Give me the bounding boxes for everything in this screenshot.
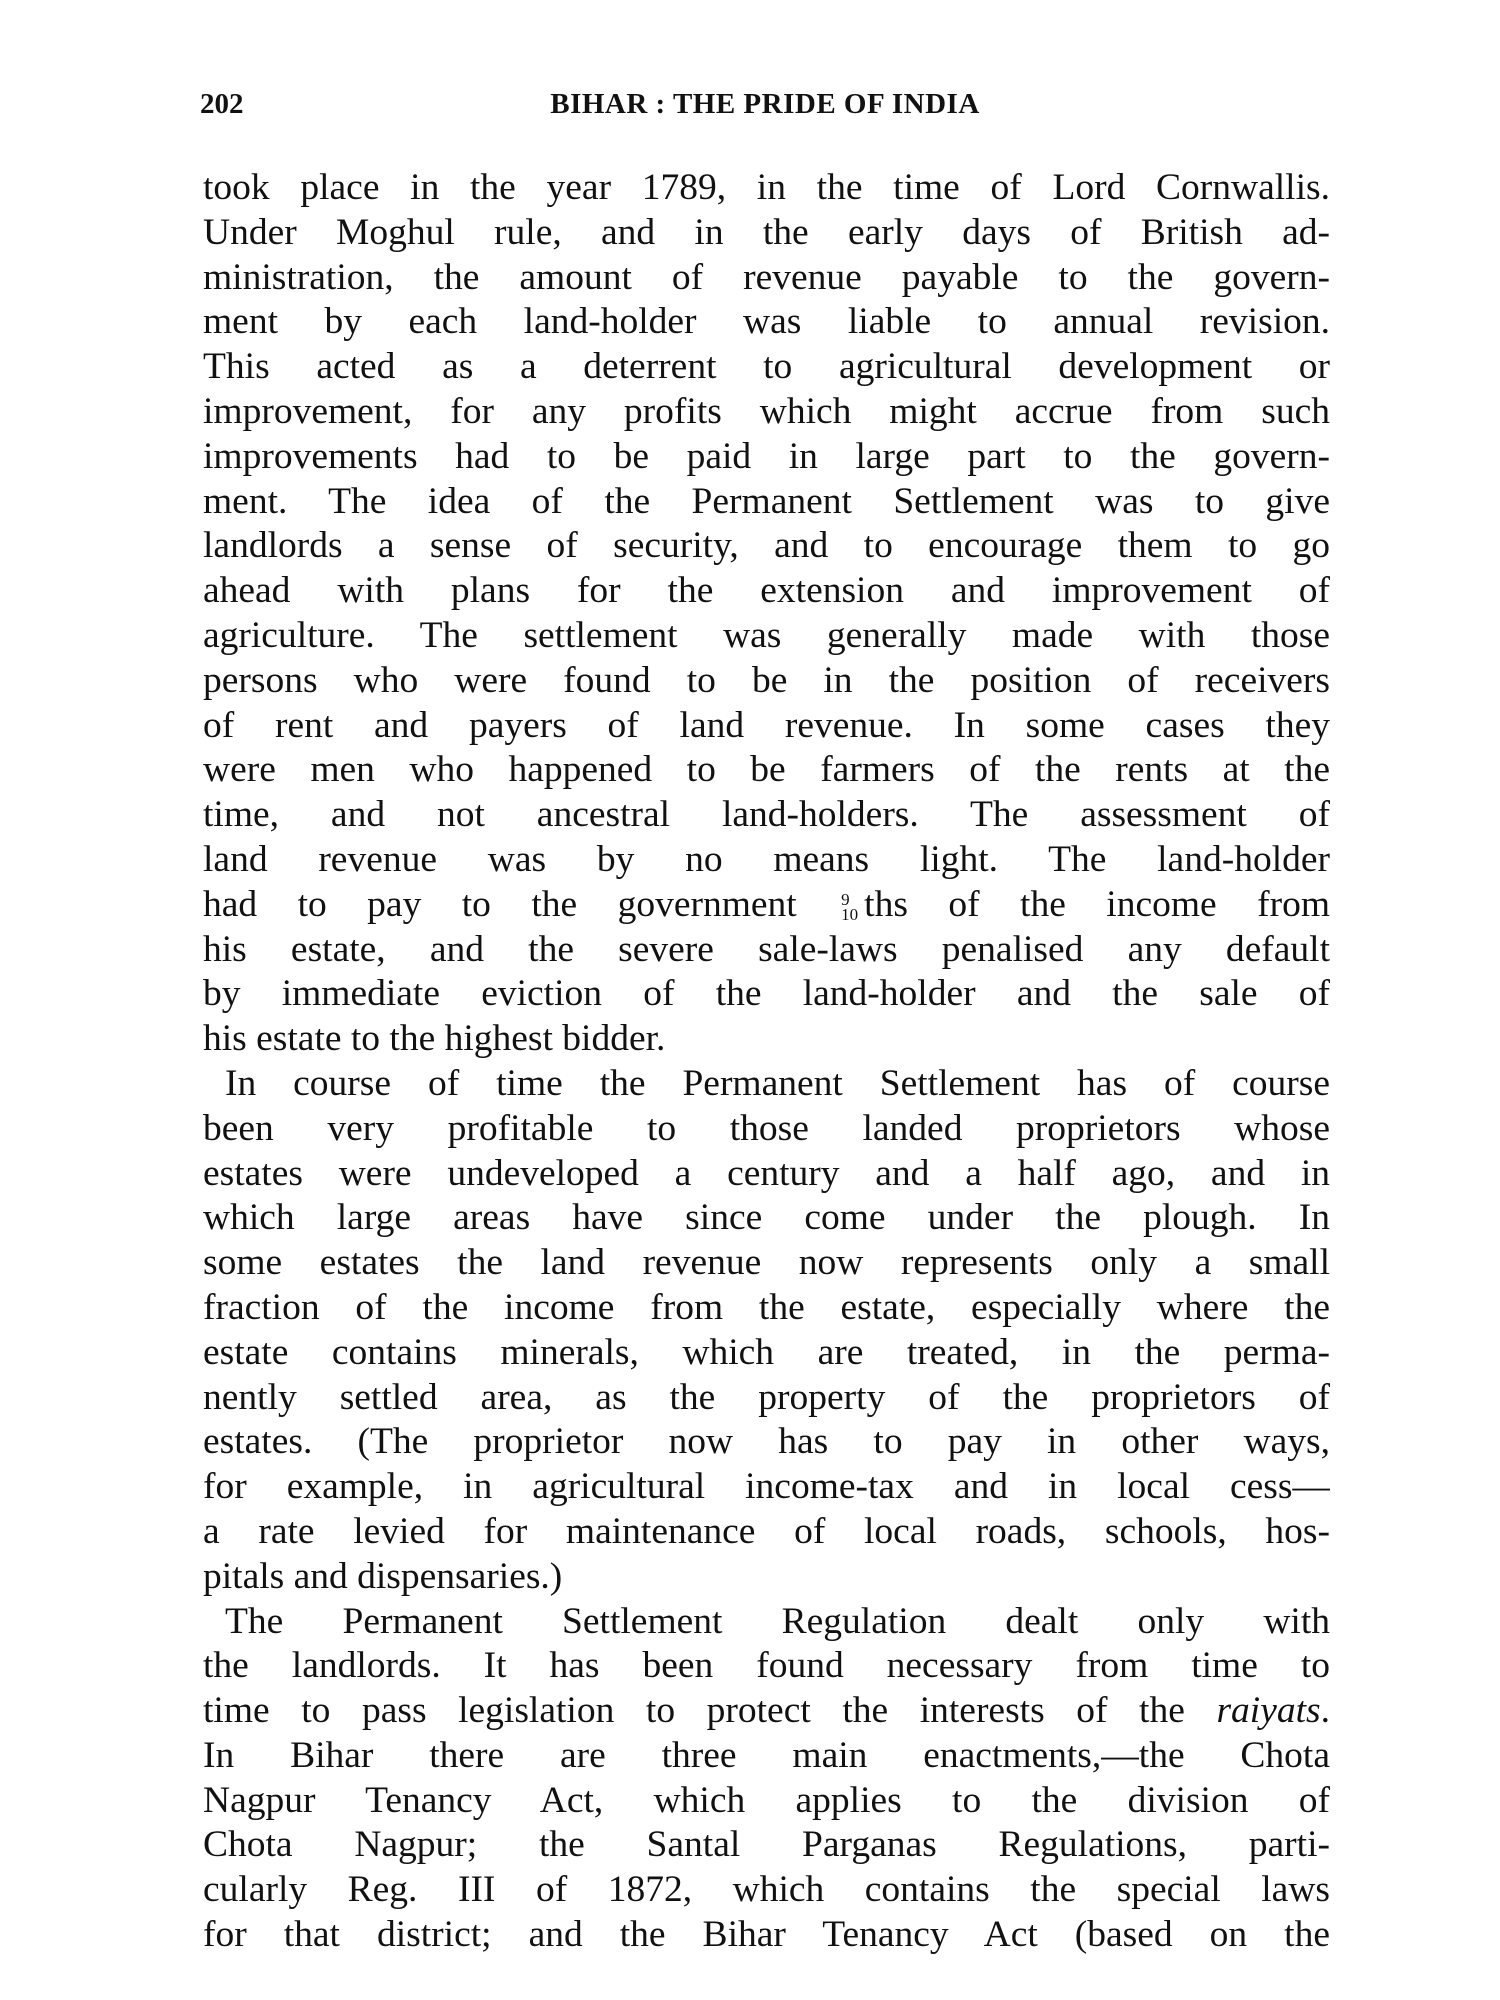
text-line: persons who were found to be in the position of receivers: [203, 659, 1330, 701]
text-line: ment by each land-holder was liable to annual revision.: [203, 301, 1330, 343]
text-line: his estate to the highest bidder.: [203, 1018, 666, 1060]
text-line: the landlords. It has been found necessary from time to: [203, 1645, 1330, 1687]
text-line: Chota Nagpur; the Santal Parganas Regulations, parti-: [203, 1824, 1330, 1866]
text-line: for that district; and the Bihar Tenancy Act (based on the: [203, 1914, 1330, 1956]
running-title: BIHAR : THE PRIDE OF INDIA: [550, 88, 980, 120]
text-line: improvement, for any profits which might accrue from such: [203, 390, 1330, 432]
raiyats-italic: raiyats: [1216, 1690, 1321, 1732]
text-line: time, and not ancestral land-holders. The assessment of: [203, 794, 1330, 836]
fraction: [841, 890, 859, 925]
text-line: The Permanent Settlement Regulation dealt only with: [225, 1600, 1330, 1642]
text-line: land revenue was by no means light. The land-holder: [203, 838, 1330, 880]
numerator: 9: [841, 890, 850, 910]
page-number: 202: [200, 88, 244, 120]
text-line: ment. The idea of the Permanent Settlement was to give: [203, 480, 1330, 522]
text-line: estates. (The proprietor now has to pay in other ways,: [203, 1421, 1330, 1463]
raiyats-after: .: [1320, 1690, 1330, 1732]
text-line: were men who happened to be farmers of the rents at the: [203, 749, 1330, 791]
text-line: This acted as a deterrent to agricultural development or: [203, 346, 1330, 388]
text-line: a rate levied for maintenance of local roads, schools, hos-: [203, 1510, 1330, 1552]
fraction-after: ths of the income from: [864, 883, 1330, 925]
text-line: which large areas have since come under the plough. In: [203, 1197, 1330, 1239]
fraction-before: had to pay to the government: [203, 883, 797, 925]
text-line-raiyats: [203, 1689, 1330, 1734]
text-line: been very profitable to those landed proprietors whose: [203, 1107, 1330, 1149]
text-line: some estates the land revenue now represents only a small: [203, 1242, 1330, 1284]
text-line-fraction: [203, 883, 1330, 928]
text-line: In Bihar there are three main enactments,—the Chota: [203, 1734, 1330, 1776]
page-header: [200, 88, 1330, 128]
text-line: of rent and payers of land revenue. In some cases they: [203, 704, 1330, 746]
text-line: In course of time the Permanent Settlement has of course: [225, 1062, 1330, 1104]
text-line: ministration, the amount of revenue payable to the govern-: [203, 256, 1330, 298]
text-line: Under Moghul rule, and in the early days of British ad-: [203, 211, 1330, 253]
text-line: agriculture. The settlement was generally made with those: [203, 614, 1330, 656]
text-line: by immediate eviction of the land-holder and the sale of: [203, 973, 1330, 1015]
denominator: 10: [841, 905, 859, 925]
text-line: landlords a sense of security, and to encourage them to go: [203, 525, 1330, 567]
text-line: his estate, and the severe sale-laws penalised any default: [203, 928, 1330, 970]
raiyats-before: time to pass legislation to protect the interests of the: [203, 1690, 1185, 1732]
text-line: improvements had to be paid in large part to the govern-: [203, 435, 1330, 477]
text-line: cularly Reg. III of 1872, which contains the special laws: [203, 1869, 1330, 1911]
text-line: estates were undeveloped a century and a half ago, and in: [203, 1152, 1330, 1194]
text-line: for example, in agricultural income-tax and in local cess—: [203, 1466, 1330, 1508]
text-line: ahead with plans for the extension and improvement of: [203, 570, 1330, 612]
text-line: took place in the year 1789, in the time of Lord Cornwallis.: [203, 167, 1330, 208]
text-line: estate contains minerals, which are treated, in the perma-: [203, 1331, 1330, 1373]
text-line: fraction of the income from the estate, especially where the: [203, 1286, 1330, 1328]
text-line: nently settled area, as the property of the proprietors of: [203, 1376, 1330, 1418]
body-text: [203, 166, 1330, 1958]
text-line: Nagpur Tenancy Act, which applies to the division of: [203, 1779, 1330, 1821]
text-line: pitals and dispensaries.): [203, 1555, 563, 1597]
